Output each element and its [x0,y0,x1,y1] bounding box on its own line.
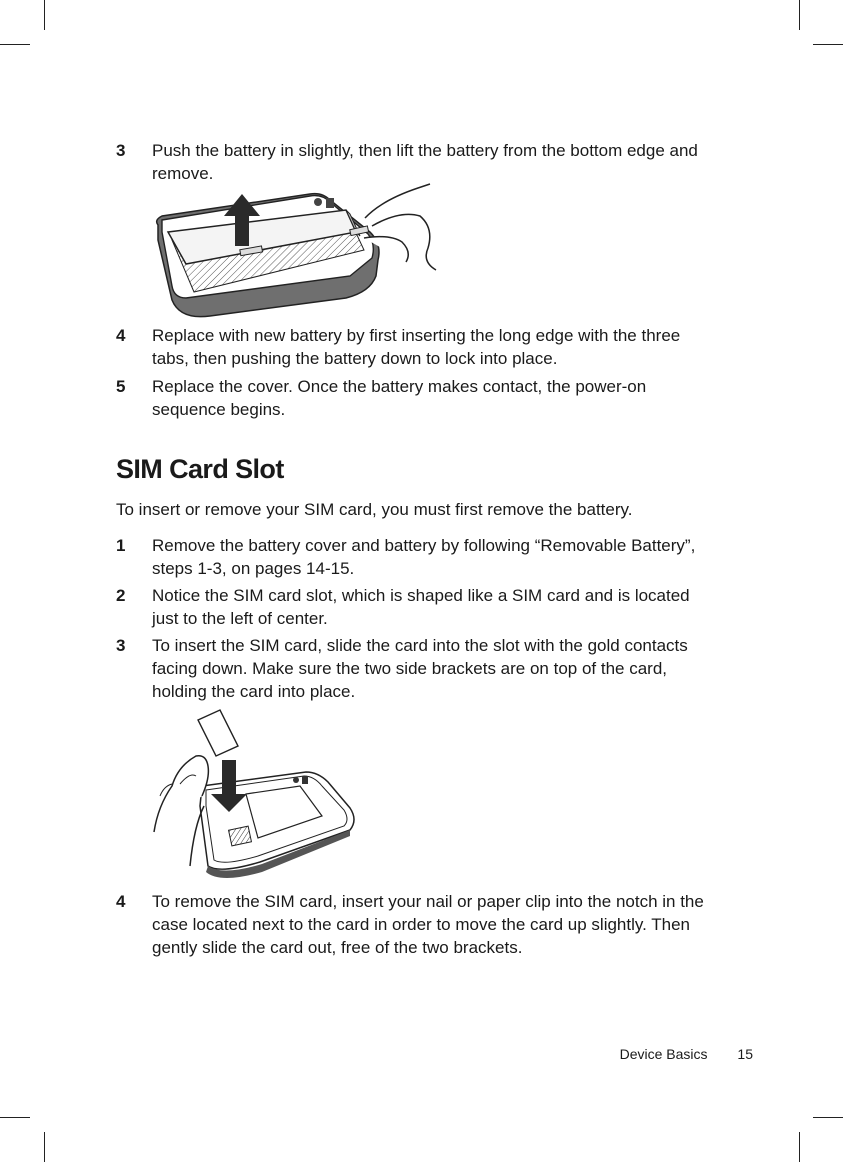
battery-removal-illustration [150,180,440,320]
step-text: To insert the SIM card, slide the card into the slot with the gold contacts facing down. Make sure the two side brackets are on top of the card, holding the card into place. [152,636,688,701]
crop-mark [44,1132,45,1162]
step-number: 4 [116,892,126,911]
footer-section-name: Device Basics [619,1046,708,1062]
step-number: 5 [116,377,126,396]
crop-mark [799,1132,800,1162]
step-number: 1 [116,536,126,555]
step-text: To remove the SIM card, insert your nail or paper clip into the notch in the case located next to the card in order to move the card up slightly. Then gently slide the card out, free of the two brackets. [152,892,704,957]
step-number: 2 [116,586,126,605]
step-text: Push the battery in slightly, then lift the battery from the bottom edge and remove. [152,141,698,183]
step-text: Replace with new battery by first inserting the long edge with the three tabs, then pushing the battery down to lock into place. [152,326,681,368]
crop-mark [44,0,45,30]
section-heading: SIM Card Slot [116,454,284,484]
section-intro: To insert or remove your SIM card, you must first remove the battery. [116,500,633,519]
page-footer [620,1044,753,1064]
crop-mark [799,0,800,30]
step-number: 3 [116,141,126,160]
crop-mark [0,1117,30,1118]
step-text: Remove the battery cover and battery by following “Removable Battery”, steps 1-3, on pages 14-15. [152,536,696,578]
step-text: Replace the cover. Once the battery makes contact, the power-on sequence begins. [152,377,647,419]
page-number: 15 [737,1046,753,1062]
step-text: Notice the SIM card slot, which is shaped like a SIM card and is located just to the left of center. [152,586,690,628]
crop-mark [813,44,843,45]
crop-mark [0,44,30,45]
sim-insertion-illustration [150,706,360,884]
crop-mark [813,1117,843,1118]
step-number: 3 [116,636,126,655]
step-number: 4 [116,326,126,345]
